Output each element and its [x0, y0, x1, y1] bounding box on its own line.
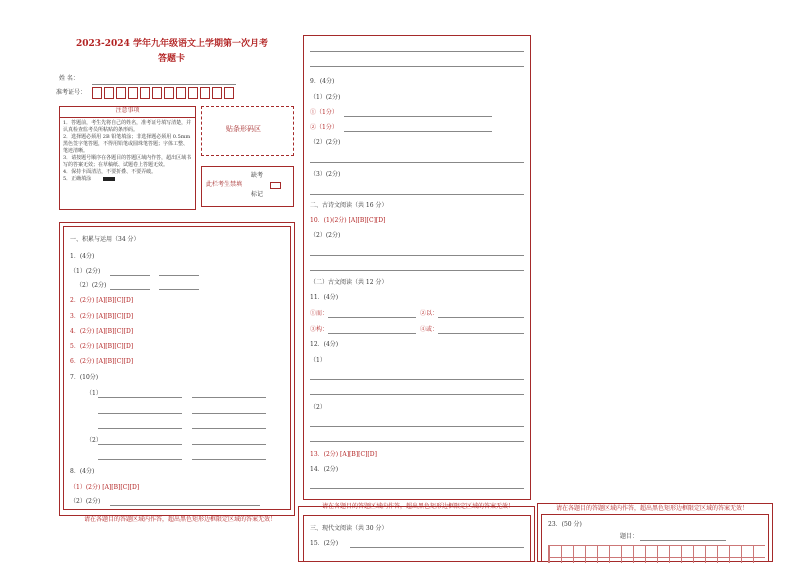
q1-2-answer-a[interactable]	[110, 289, 150, 290]
q23-label: 23．(50 分)	[548, 521, 582, 528]
q12-2-line-2[interactable]	[310, 441, 524, 442]
q1-1-answer-a[interactable]	[110, 275, 150, 276]
q1-1-label: （1）(2分)	[70, 268, 101, 275]
q12-label: 12．(4分)	[310, 341, 339, 348]
q7-1-line-4[interactable]	[192, 413, 266, 414]
q9-2-line[interactable]	[310, 162, 524, 163]
note-3: 3．请按题号顺序在各题目的答题区域内作答，超出区域书写的答案无效；在草稿纸、试题卷上答题无效。	[63, 155, 192, 168]
q12-2-label: （2）	[310, 404, 326, 411]
q5-choice[interactable]: 5．(2分) [A][B][C][D]	[70, 343, 134, 350]
absent-box	[201, 166, 294, 207]
section3-frame	[303, 515, 531, 562]
name-field[interactable]	[92, 84, 236, 85]
q10-2-line-2[interactable]	[310, 270, 524, 271]
note-4: 4．保持卡面清洁，不要折叠、不要弄破。	[63, 169, 157, 175]
barcode-label: 贴条形码区	[226, 125, 261, 133]
warning-col2-top: 请在各题目的答题区域内作答，超出黑色矩形边框限定区域的答案无效！	[322, 503, 515, 510]
q9-3-label: （3）(2分)	[310, 171, 341, 178]
q11-b-label: ②以：	[420, 310, 439, 317]
essay-grid[interactable]	[548, 545, 765, 563]
q8-label: 8．(4分)	[70, 468, 95, 475]
absent-mark-2: 标记	[251, 191, 264, 198]
q7-2-line-2[interactable]	[192, 444, 266, 445]
exam-no-label: 准考证号：	[56, 89, 87, 96]
q14-label: 14．(2分)	[310, 466, 339, 473]
essay-title-label: 题目：	[620, 533, 639, 540]
q7-1-line-2[interactable]	[192, 397, 266, 398]
q12-1-line-2[interactable]	[310, 394, 524, 395]
q7-2-line-1[interactable]	[98, 444, 182, 445]
section2-heading: 二、古诗文阅读（共 16 分）	[310, 202, 388, 209]
q7-1-line-6[interactable]	[192, 428, 266, 429]
q1-2-label: （2）(2分)	[76, 282, 107, 289]
q4-choice[interactable]: 4．(2分) [A][B][C][D]	[70, 328, 134, 335]
q7-1-label: （1）	[86, 390, 102, 397]
q1-label: 1．(4分)	[70, 253, 95, 260]
warning-col3: 请在各题目的答题区域内作答，超出黑色矩形边框限定区域的答案无效！	[556, 505, 749, 512]
q11-b-line[interactable]	[438, 317, 524, 318]
q9-b-label: ②（1分）	[310, 124, 338, 131]
barcode-area	[201, 106, 294, 156]
q7-2-line-3[interactable]	[98, 459, 182, 460]
q14-line[interactable]	[310, 488, 524, 489]
q7-1-line-5[interactable]	[98, 428, 182, 429]
q11-label: 11．(4分)	[310, 294, 339, 301]
note-2: 2．选择题必须用 2B 铅笔填涂；非选择题必须用 0.5mm 黑色签字笔答题，不得用铅笔或圆珠笔答题；字体工整、笔迹清晰。	[63, 134, 191, 154]
q7-2-label: （2）	[86, 437, 102, 444]
q11-d-label: ④或：	[420, 326, 439, 333]
q12-1-line-1[interactable]	[310, 379, 524, 380]
essay-title-line[interactable]	[640, 540, 726, 541]
q3-choice[interactable]: 3．(2分) [A][B][C][D]	[70, 313, 134, 320]
q1-1-answer-b[interactable]	[159, 275, 199, 276]
q11-d-line[interactable]	[438, 333, 524, 334]
q6-choice[interactable]: 6．(2分) [A][B][C][D]	[70, 358, 134, 365]
note-1: 1．答题前，考生先将自己的姓名，准考证号填写清楚，并认真检查监考员所粘贴的条形码。	[63, 120, 192, 133]
page-subtitle: 答题卡	[158, 54, 186, 64]
essay-frame	[541, 514, 769, 562]
col2-top-line-1[interactable]	[310, 51, 524, 52]
q12-2-line-1[interactable]	[310, 426, 524, 427]
q9-label: 9．(4分)	[310, 78, 335, 85]
q12-1-label: （1）	[310, 357, 326, 364]
q9-2-label: （2）(2分)	[310, 139, 341, 146]
notes-box	[59, 106, 196, 210]
absent-checkbox[interactable]	[270, 182, 281, 189]
q9-1-label: （1）(2分)	[310, 94, 341, 101]
section3-heading: 三、现代文阅读（共 30 分）	[310, 525, 388, 532]
q10-2-line-1[interactable]	[310, 255, 524, 256]
q9-a-label: ①（1分）	[310, 109, 338, 116]
notes-heading: 注意事项	[60, 107, 195, 118]
subsection-classical: （二）古文阅读（共 12 分）	[310, 279, 388, 286]
q8-2-label: （2）(2分)	[70, 498, 101, 505]
col2-top-line-2[interactable]	[310, 66, 524, 67]
warning-col1: 请在各题目的答题区域内作答，超出黑色矩形边框限定区域的答案无效！	[84, 516, 277, 523]
name-label: 姓 名：	[59, 75, 79, 82]
page-title: 2023-2024 学年九年级语文上学期第一次月考	[76, 39, 268, 49]
q11-a-label: ①而：	[310, 310, 329, 317]
col2-frame	[303, 35, 531, 500]
absent-mark-1: 缺考	[251, 172, 264, 179]
q7-1-line-1[interactable]	[98, 397, 182, 398]
q9-3-line[interactable]	[310, 194, 524, 195]
q11-a-line[interactable]	[328, 317, 416, 318]
q9-b-line[interactable]	[344, 131, 492, 132]
q8-1-choice[interactable]: （1）(2分) [A][B][C][D]	[70, 484, 140, 491]
q10-choice[interactable]: 10．(1)(2分) [A][B][C][D]	[310, 217, 386, 224]
section1-frame	[63, 226, 291, 510]
q10-2-label: （2）(2分)	[310, 232, 341, 239]
q8-2-line[interactable]	[110, 505, 260, 506]
q11-c-line[interactable]	[328, 333, 416, 334]
q9-a-line[interactable]	[344, 116, 492, 117]
q1-2-answer-b[interactable]	[159, 289, 199, 290]
q15-label: 15．(2分)	[310, 540, 339, 547]
q15-line[interactable]	[350, 547, 524, 548]
section1-heading: 一、积累与运用（34 分）	[70, 236, 140, 243]
q7-label: 7．(10分)	[70, 374, 99, 381]
q7-1-line-3[interactable]	[98, 413, 182, 414]
fill-sample-icon	[103, 177, 115, 181]
q2-choice[interactable]: 2．(2分) [A][B][C][D]	[70, 297, 134, 304]
q11-c-label: ③构：	[310, 326, 329, 333]
q7-2-line-4[interactable]	[192, 459, 266, 460]
absent-label: 此栏考生禁填	[206, 181, 243, 188]
q13-choice[interactable]: 13．(2分) [A][B][C][D]	[310, 451, 377, 458]
note-5: 5．正确填涂	[63, 176, 92, 182]
